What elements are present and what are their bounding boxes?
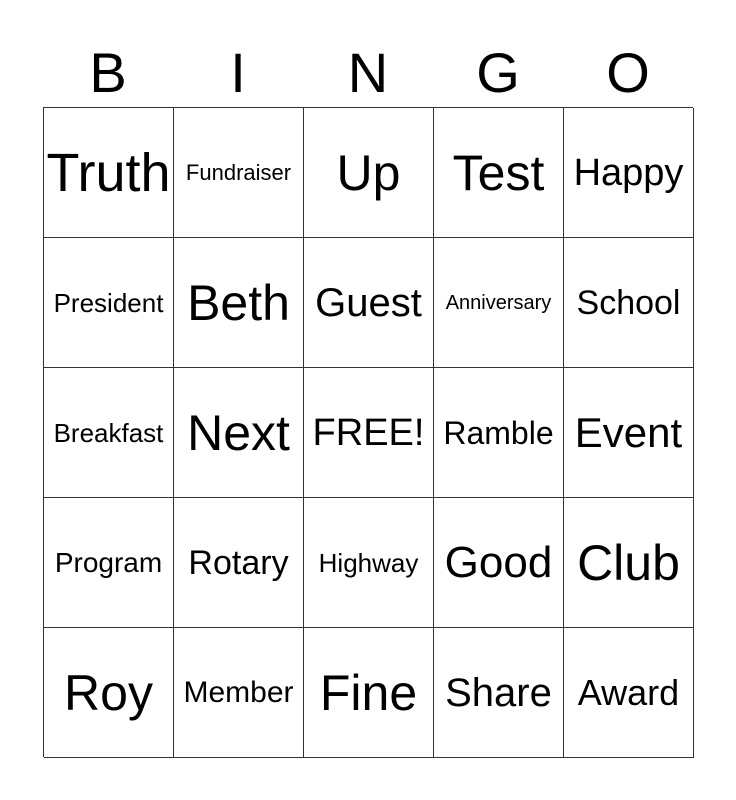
cell-label: Member xyxy=(183,675,294,709)
cell-label: Test xyxy=(452,144,545,201)
bingo-cell[interactable] xyxy=(434,498,564,628)
cell-label: Good xyxy=(444,537,553,587)
cell-label: Event xyxy=(574,408,683,456)
bingo-cell[interactable] xyxy=(174,368,304,498)
bingo-cell[interactable] xyxy=(44,628,174,758)
cell-label: Fine xyxy=(319,664,418,721)
cell-label: Breakfast xyxy=(53,417,164,448)
bingo-cell[interactable] xyxy=(44,238,174,368)
header-letter-b: B xyxy=(89,41,127,104)
bingo-cell[interactable] xyxy=(304,498,434,628)
bingo-cell[interactable] xyxy=(304,628,434,758)
bingo-cell[interactable] xyxy=(564,498,694,628)
bingo-cell[interactable] xyxy=(304,108,434,238)
bingo-cell[interactable] xyxy=(564,238,694,368)
bingo-cell[interactable] xyxy=(44,108,174,238)
bingo-cell[interactable] xyxy=(304,238,434,368)
cell-label: Truth xyxy=(46,142,171,203)
bingo-cell[interactable] xyxy=(44,368,174,498)
header-letter-o: O xyxy=(606,41,650,104)
cell-label: Anniversary xyxy=(445,291,552,314)
cell-label: Fundraiser xyxy=(185,159,292,185)
bingo-cell[interactable] xyxy=(434,368,564,498)
cell-label: School xyxy=(576,283,681,322)
bingo-cell[interactable] xyxy=(434,628,564,758)
header-letter-i: I xyxy=(230,41,246,104)
bingo-cell[interactable] xyxy=(174,628,304,758)
cell-label: Up xyxy=(336,144,401,201)
header-letter-g: G xyxy=(476,41,520,104)
free-space-cell[interactable] xyxy=(304,368,434,498)
cell-label: Award xyxy=(577,671,680,713)
cell-label: Ramble xyxy=(443,414,554,451)
cell-label: President xyxy=(53,287,164,318)
cell-label: Happy xyxy=(573,151,684,194)
cell-label: Highway xyxy=(318,547,419,578)
bingo-cell[interactable] xyxy=(564,368,694,498)
bingo-cell[interactable] xyxy=(44,498,174,628)
bingo-cell[interactable] xyxy=(434,108,564,238)
cell-label: Beth xyxy=(187,274,290,331)
header-letter-n: N xyxy=(347,41,389,104)
cell-label: Roy xyxy=(64,664,153,721)
cell-label: Guest xyxy=(315,280,422,325)
bingo-header xyxy=(43,38,693,108)
cell-label: Club xyxy=(577,534,680,591)
cell-label: Next xyxy=(187,404,290,461)
bingo-cell[interactable] xyxy=(564,628,694,758)
free-space-label: FREE! xyxy=(312,411,425,454)
bingo-cell[interactable] xyxy=(434,238,564,368)
bingo-cell[interactable] xyxy=(174,498,304,628)
bingo-board xyxy=(43,107,693,757)
bingo-cell[interactable] xyxy=(174,238,304,368)
cell-label: Share xyxy=(445,670,552,715)
cell-label: Program xyxy=(54,546,163,578)
bingo-cell[interactable] xyxy=(174,108,304,238)
cell-label: Rotary xyxy=(188,543,289,582)
bingo-cell[interactable] xyxy=(564,108,694,238)
